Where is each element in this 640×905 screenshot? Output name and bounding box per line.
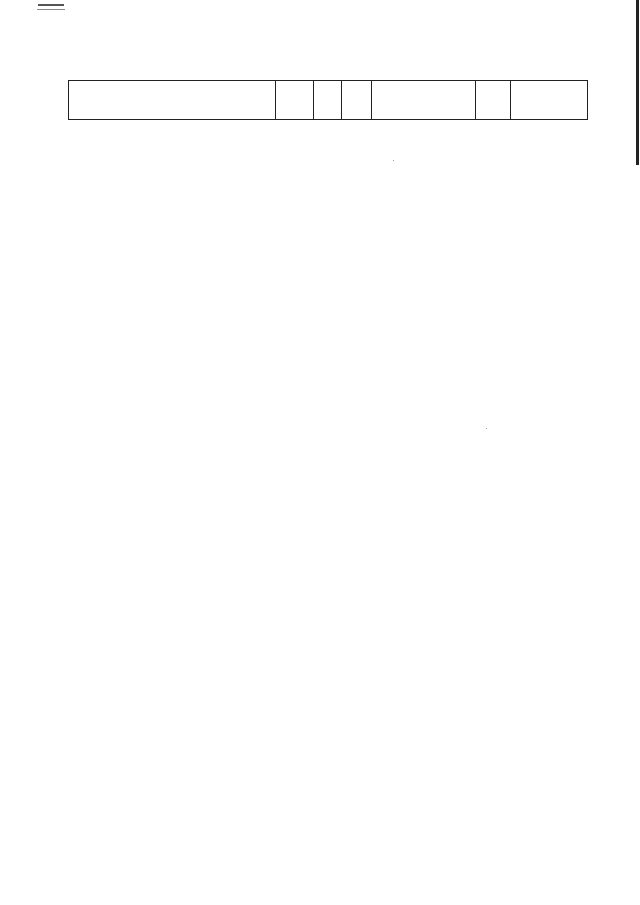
- table-header: [68, 80, 588, 120]
- scan-speck: [393, 160, 394, 161]
- column-header-sum: [511, 81, 587, 119]
- column-header-pr: [342, 81, 372, 119]
- column-header-rz: [314, 81, 342, 119]
- column-header-vr: [476, 81, 511, 119]
- column-header-name: [69, 81, 276, 119]
- page-edge: [636, 0, 639, 165]
- scan-mark: [38, 4, 64, 6]
- scan-mark: [37, 9, 65, 10]
- column-header-kvsr: [276, 81, 314, 119]
- scan-speck: [486, 428, 487, 429]
- column-header-csr: [372, 81, 477, 119]
